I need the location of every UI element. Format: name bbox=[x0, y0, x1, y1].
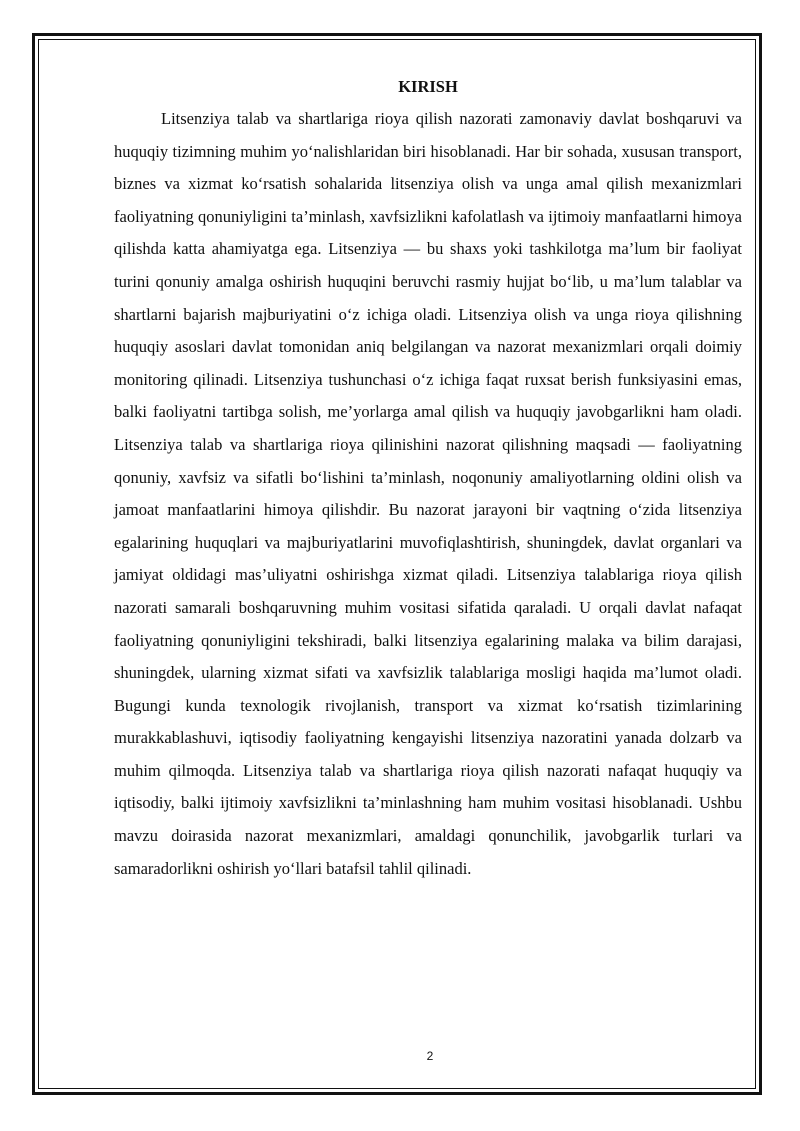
page-content bbox=[114, 75, 742, 885]
page-number: 2 bbox=[426, 1049, 434, 1063]
section-heading: KIRISH bbox=[398, 77, 458, 96]
body-paragraph: Litsenziya talab va shartlariga rioya qilish nazorati zamonaviy davlat boshqaruvi va huquqiy tizimning muhim yo‘nalishlaridan biri hisoblanadi. Har bir sohada, xususan transport, biznes va xizmat ko‘rsatish sohalarida litsenziya olish va unga amal qilish mexanizmlari faoliyatning qonuniyligini ta’minlash, xavfsizlikni kafolatlash va ijtimoiy manfaatlarni himoya qilishda katta ahamiyatga ega. Litsenziya — bu shaxs yoki tashkilotga ma’lum bir faoliyat turini qonuniy amalga oshirish huquqini beruvchi rasmiy hujjat bo‘lib, u ma’lum talablar va shartlarni bajarish majburiyatini o‘z ichiga oladi. Litsenziya olish va unga rioya qilishning huquqiy asoslari davlat tomonidan aniq belgilangan va nazorat mexanizmlari orqali doimiy monitoring qilinadi. Litsenziya tushunchasi o‘z ichiga faqat ruxsat berish funksiyasini emas, balki faoliyatni tartibga solish, me’yorlarga amal qilish va huquqiy javobgarlikni ham oladi. Litsenziya talab va shartlariga rioya qilinishini nazorat qilishning maqsadi — faoliyatning qonuniy, xavfsiz va sifatli bo‘lishini ta’minlash, noqonuniy amaliyotlarning oldini olish va jamoat manfaatlarini himoya qilishdir. Bu nazorat jarayoni bir vaqtning o‘zida litsenziya egalarining huquqlari va majburiyatlarini muvofiqlashtirish, shuningdek, davlat organlari va jamiyat oldidagi mas’uliyatni oshirishga xizmat qiladi. Litsenziya talablariga rioya qilish nazorati samarali boshqaruvning muhim vositasi sifatida qaraladi. U orqali davlat nafaqat faoliyatning qonuniyligini tekshiradi, balki litsenziya egalarining malaka va bilim darajasi, shuningdek, ularning xizmat sifati va xavfsizlik talablariga mosligi haqida ma’lumot oladi. Bugungi kunda texnologik rivojlanish, transport va xizmat ko‘rsatish tizimlarining murakkablashuvi, iqtisodiy faoliyatning kengayishi litsenziya nazoratini yanada dolzarb va muhim qilmoqda. Litsenziya talab va shartlariga rioya qilish nazorati nafaqat huquqiy va iqtisodiy, balki ijtimoiy xavfsizlikni ta’minlashning ham muhim vositasi hisoblanadi. Ushbu mavzu doirasida nazorat mexanizmlari, amaldagi qonunchilik, javobgarlik turlari va samaradorlikni oshirish yo‘llari batafsil tahlil qilinadi. bbox=[114, 109, 742, 878]
